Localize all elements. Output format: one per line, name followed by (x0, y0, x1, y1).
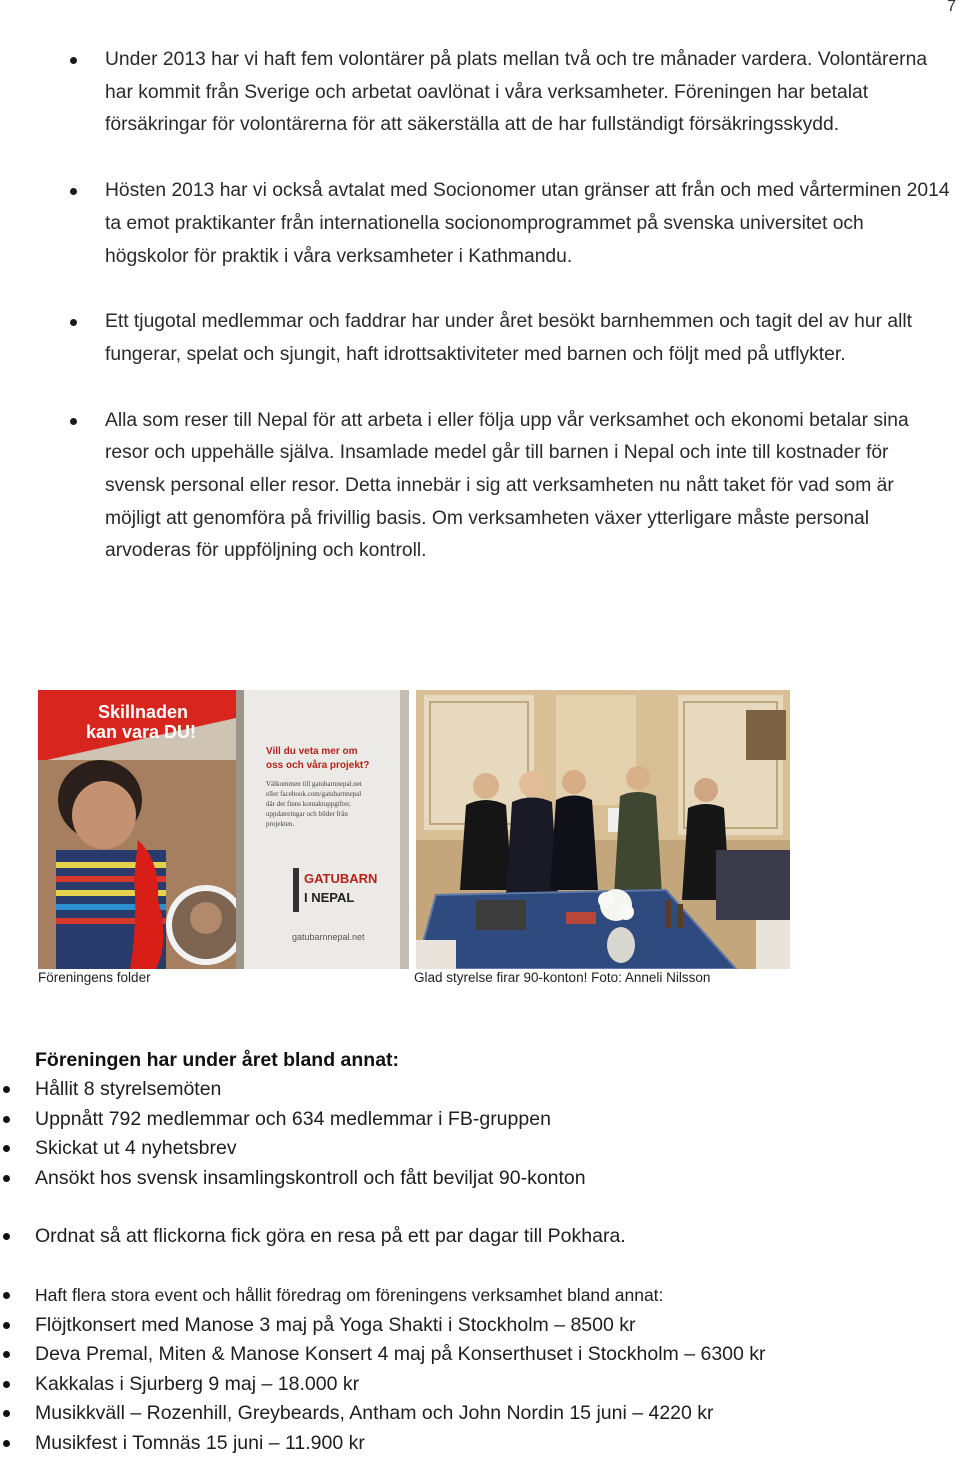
list-item (0, 1222, 960, 1252)
list-item (0, 1075, 960, 1105)
board-photo-graphic (416, 690, 790, 969)
list-item (0, 1134, 960, 1164)
bullet-icon (3, 1410, 10, 1417)
bullet-icon (70, 319, 77, 326)
list-item (0, 1399, 960, 1429)
bullet-icon (3, 1175, 10, 1182)
folder-text-1: Välkommen till gatubarnnepal.net (266, 780, 362, 788)
folder-photo-graphic (38, 690, 409, 969)
list-item (0, 405, 960, 569)
folder-question-1: Vill du veta mer om (266, 746, 358, 757)
list-item-text: Musikkväll – Rozenhill, Greybeards, Antham och John Nordin 15 juni – 4220 kr (35, 1402, 714, 1425)
caption-folder: Föreningens folder (38, 970, 151, 985)
caption-board: Glad styrelse firar 90-konton! Foto: Anneli Nilsson (414, 970, 711, 985)
list-item-text: Haft flera stora event och hållit föredrag om föreningens verksamhet bland annat: (35, 1284, 664, 1305)
bullet-icon (3, 1086, 10, 1093)
folder-headline-1: Skillnaden (98, 702, 189, 722)
list-item-text: Alla som reser till Nepal för att arbeta i eller följa upp vår verksamhet och ekonomi betalar sina resor och uppehälle själva. Insamlade medel går till barnen i Nepal och inte till kostnader för svensk personal eller resor. Detta innebär i sig att verksamheten nu nått taket för vad som är möjligt att genomföra på frivillig basis. Om verksamheten växer ytterligare måste personal arvoderas för uppföljning och kontroll. (105, 409, 909, 562)
folder-text-2: eller facebook.com/gatubarnnepal (266, 790, 362, 798)
folder-headline-2: kan vara DU! (86, 722, 197, 742)
bullet-icon (3, 1145, 10, 1152)
spacer (0, 1252, 960, 1281)
list-item-text: Musikfest i Tomnäs 15 juni – 11.900 kr (35, 1431, 365, 1454)
folder-question-2: oss och våra projekt? (266, 760, 370, 771)
bullet-icon (70, 418, 77, 425)
list-item (0, 1281, 960, 1311)
bullet-icon (70, 57, 77, 64)
board-photo (416, 690, 790, 969)
bullet-icon (3, 1351, 10, 1358)
list-item-text: Hösten 2013 har vi också avtalat med Socionomer utan gränser att från och med vårterminen 2014 ta emot praktikanter från internationella socionomprogrammet på svenska universitet och högskolor för praktik i våra verksamheter i Kathmandu. (105, 180, 950, 267)
list-item (0, 306, 960, 371)
bullet-icon (70, 188, 77, 195)
photo-row (38, 690, 798, 970)
bullet-icon (3, 1292, 10, 1299)
list-item (0, 1429, 960, 1459)
list-item-text: Skickat ut 4 nyhetsbrev (35, 1137, 237, 1160)
list-item-text: Deva Premal, Miten & Manose Konsert 4 maj på Konserthuset i Stockholm – 6300 kr (35, 1343, 766, 1366)
list-item (0, 44, 960, 142)
bullet-icon (3, 1440, 10, 1447)
list-item (0, 1340, 960, 1370)
list-item-text: Under 2013 har vi haft fem volontärer på plats mellan två och tre månader vardera. Volontärerna har kommit från Sverige och arbetat oavlönat i våra verksamheter. Föreningen har betalat försäkringar för volontärerna för att säkerställa att de har fullständigt försäkringsskydd. (105, 49, 928, 136)
summary-heading: Föreningen har under året bland annat: (35, 1049, 400, 1071)
list-item (0, 1311, 960, 1341)
bullet-icon (3, 1233, 10, 1240)
list-item-text: Hållit 8 styrelsemöten (35, 1078, 222, 1100)
folder-photo (38, 690, 409, 969)
bullet-icon (3, 1116, 10, 1123)
folder-text-5: projekten. (266, 820, 295, 828)
folder-logo-2: I NEPAL (304, 890, 355, 905)
bullet-icon (3, 1322, 10, 1329)
list-item (0, 1105, 960, 1135)
folder-text-3: där det finns kontaktuppgifter, (266, 800, 351, 808)
list-item-text: Flöjtkonsert med Manose 3 maj på Yoga Shakti i Stockholm – 8500 kr (35, 1313, 636, 1336)
list-item-text: Uppnått 792 medlemmar och 634 medlemmar i FB-gruppen (35, 1107, 551, 1130)
list-item (0, 1370, 960, 1400)
list-item-text: Ett tjugotal medlemmar och faddrar har under året besökt barnhemmen och tagit del av hur allt fungerar, spelat och sjungit, haft idrottsaktiviteter med barnen och följt med på utflykter. (105, 311, 913, 365)
bullet-icon (3, 1381, 10, 1388)
list-item (0, 175, 960, 273)
summary-section (0, 1045, 960, 1459)
list-item-text: Kakkalas i Sjurberg 9 maj – 18.000 kr (35, 1372, 360, 1395)
folder-url: gatubarnnepal.net (292, 932, 365, 942)
list-item (0, 1164, 960, 1194)
folder-text-4: uppdateringar och bilder från (266, 810, 348, 818)
page-number: 7 (947, 0, 956, 15)
activity-list (0, 44, 960, 601)
list-item-text: Ordnat så att flickorna fick göra en resa på ett par dagar till Pokhara. (35, 1225, 626, 1248)
list-item-text: Ansökt hos svensk insamlingskontroll och fått beviljat 90-konton (35, 1166, 586, 1189)
spacer (0, 1193, 960, 1222)
folder-logo-1: GATUBARN (304, 871, 378, 886)
